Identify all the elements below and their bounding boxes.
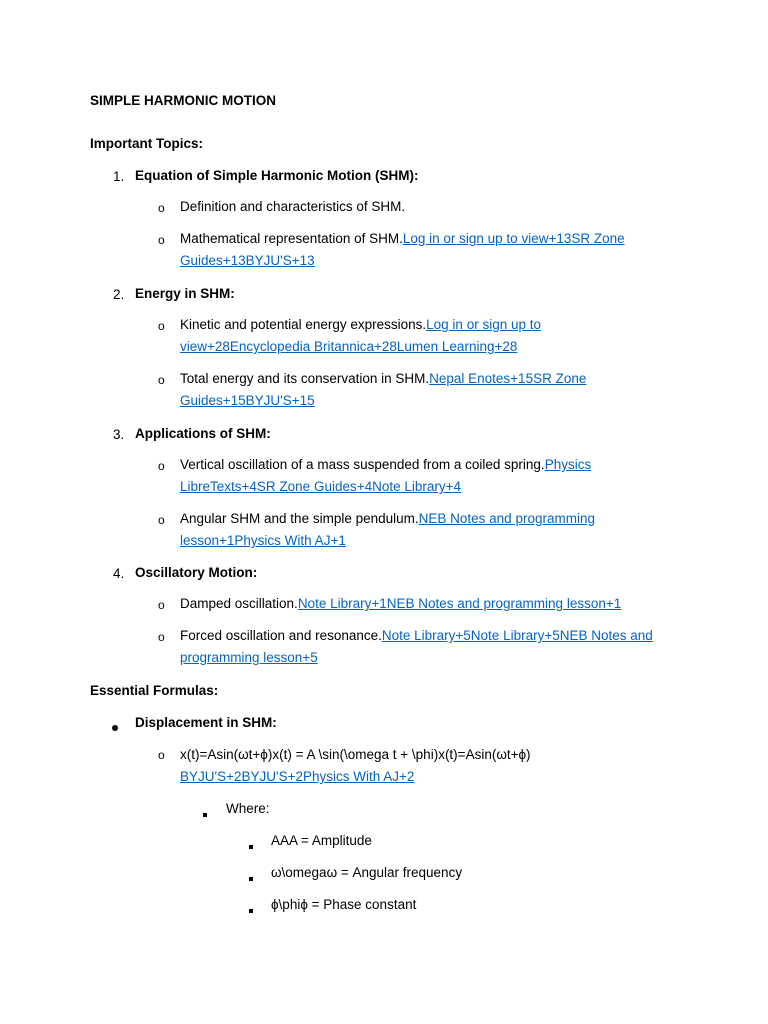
subitem-text: Damped oscillation.	[180, 596, 298, 611]
circle-bullet-icon: o	[158, 201, 165, 215]
subitem-text: Mathematical representation of SHM.	[180, 231, 403, 246]
topic-title: Equation of Simple Harmonic Motion (SHM):	[135, 168, 419, 183]
document-title: SIMPLE HARMONIC MOTION	[90, 93, 276, 108]
source-link[interactable]: NEB Notes and programming	[418, 511, 595, 526]
essential-formulas-heading: Essential Formulas:	[90, 683, 219, 698]
circle-bullet-icon: o	[158, 513, 165, 527]
circle-bullet-icon: o	[158, 459, 165, 473]
source-link[interactable]: view+28Encyclopedia Britannica+28Lumen Learning+28	[180, 339, 518, 354]
subitem-text: Forced oscillation and resonance.	[180, 628, 382, 643]
source-link[interactable]: Note Library+5Note Library+5NEB Notes and	[381, 628, 653, 643]
subitem-text: Kinetic and potential energy expressions.	[180, 317, 427, 332]
circle-bullet-icon: o	[158, 630, 165, 644]
topic-title: Oscillatory Motion:	[135, 565, 258, 580]
formula-title: Displacement in SHM:	[135, 715, 277, 730]
topic-subitem	[180, 508, 595, 552]
source-link[interactable]: Physics	[544, 457, 592, 472]
source-link[interactable]: lesson+1Physics With AJ+1	[180, 533, 346, 548]
source-link[interactable]: LibreTexts+4SR Zone Guides+4Note Library+4	[180, 479, 462, 494]
topic-title: Energy in SHM:	[135, 286, 235, 301]
topic-number: 4.	[113, 566, 125, 581]
formula-source-link[interactable]: BYJU'S+2BYJU'S+2Physics With AJ+2	[180, 769, 415, 784]
square-bullet-icon	[203, 805, 207, 820]
formula-equation: x(t)=Asin(ωt+ϕ)x(t) = A \sin(\omega t + \phi)x(t)=Asin(ωt+ϕ)	[180, 747, 531, 762]
square-bullet-icon	[249, 837, 253, 852]
square-bullet-icon	[249, 869, 253, 884]
variable-amplitude: AAA = Amplitude	[271, 833, 372, 848]
source-link[interactable]: Note Library+1NEB Notes and programming lesson+1	[297, 596, 622, 611]
topic-subitem	[180, 593, 621, 615]
topic-subitem	[180, 625, 653, 669]
topic-number: 2.	[113, 287, 125, 302]
topic-subitem	[180, 196, 405, 218]
topic-title: Applications of SHM:	[135, 426, 271, 441]
topic-subitem	[180, 368, 586, 412]
source-link[interactable]: Guides+13BYJU'S+13	[180, 253, 315, 268]
topic-subitem	[180, 454, 591, 498]
circle-bullet-icon: o	[158, 233, 165, 247]
topic-subitem	[180, 314, 541, 358]
source-link[interactable]: programming lesson+5	[180, 650, 318, 665]
source-link[interactable]: Log in or sign up to view+13SR Zone	[402, 231, 625, 246]
subitem-text: Total energy and its conservation in SHM.	[180, 371, 430, 386]
where-label: Where:	[226, 801, 270, 816]
square-bullet-icon	[249, 901, 253, 916]
bullet-icon	[112, 719, 118, 734]
variable-phase-constant: ϕ\phiϕ = Phase constant	[271, 897, 417, 912]
source-link[interactable]: Nepal Enotes+15SR Zone	[429, 371, 587, 386]
source-link[interactable]: Log in or sign up to	[426, 317, 541, 332]
subitem-text: Vertical oscillation of a mass suspended from a coiled spring.	[180, 457, 545, 472]
circle-bullet-icon: o	[158, 748, 165, 762]
source-link[interactable]: Guides+15BYJU'S+15	[180, 393, 315, 408]
circle-bullet-icon: o	[158, 373, 165, 387]
circle-bullet-icon: o	[158, 319, 165, 333]
topic-number: 3.	[113, 427, 125, 442]
topic-number: 1.	[113, 169, 125, 184]
subitem-text: Angular SHM and the simple pendulum.	[180, 511, 419, 526]
circle-bullet-icon: o	[158, 598, 165, 612]
topic-subitem	[180, 228, 625, 272]
subitem-text: Definition and characteristics of SHM.	[180, 199, 406, 214]
important-topics-heading: Important Topics:	[90, 136, 203, 151]
variable-angular-frequency: ω\omegaω = Angular frequency	[271, 865, 463, 880]
